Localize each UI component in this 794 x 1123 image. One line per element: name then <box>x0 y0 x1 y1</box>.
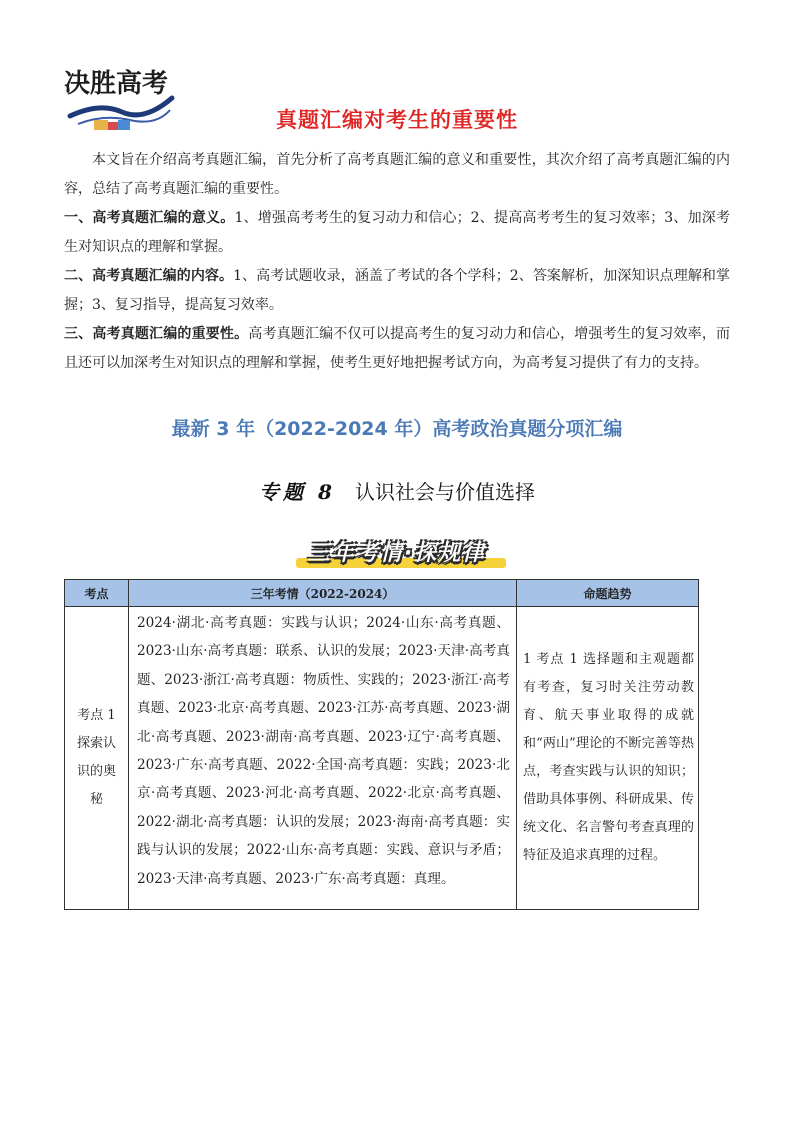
topic-name: 认识社会与价值选择 <box>354 480 535 504</box>
cell-history: 2024·湖北·高考真题：实践与认识；2024·山东·高考真题、2023·山东·高考真题：联系、认识的发展；2023·天津·高考真题、2023·浙江·高考真题：物质性、实践的；2023·浙江·高考真题、2023·北京·高考真题、2023·江苏·高考真题、2023·湖北·高考真题、2023·湖南·高考真题、2023·辽宁·高考真题、2023·广东·高考真题、2022·全国·高考真题：实践；2023·北京·高考真题、2023·河北·高考真题、2022·北京·高考真题、2022·湖北·高考真题：认识的发展；2023·海南·高考真题：实践与认识的发展；2022·山东·高考真题：实践、意识与矛盾；2023·天津·高考真题、2023·广东·高考真题：真理。 <box>129 607 517 910</box>
content-text: 1、高考试题收录，涵盖了考试的各个学科；2、答案解析，加深知识点理解和掌握；3、复习指导，提高复习效率。 <box>64 268 731 313</box>
header-history: 三年考情（2022-2024） <box>129 580 517 607</box>
content-label: 二、高考真题汇编的内容。 <box>64 268 234 284</box>
svg-text:决胜高考: 决胜高考 <box>64 69 169 99</box>
meaning-text: 1、增强高考考生的复习动力和信心；2、提高高考考生的复习效率；3、加深考生对知识点的理解和掌握。 <box>64 210 730 255</box>
intro-section <box>64 146 730 378</box>
meaning-label: 一、高考真题汇编的意义。 <box>64 210 235 226</box>
topic-title <box>0 476 794 505</box>
intro-paragraph: 本文旨在介绍高考真题汇编，首先分析了高考真题汇编的意义和重要性，其次介绍了高考真题汇编的内容，总结了高考真题汇编的重要性。 <box>64 152 730 197</box>
meaning-paragraph <box>64 204 730 262</box>
header-trend: 命题趋势 <box>517 580 699 607</box>
content-paragraph <box>64 262 730 320</box>
table-header-row <box>65 580 699 607</box>
section-banner: 三年考情·探规律 <box>307 541 487 566</box>
topic-label: 专题 8 <box>259 480 336 504</box>
importance-paragraph <box>64 320 730 378</box>
importance-label: 三、高考真题汇编的重要性。 <box>64 326 249 342</box>
cell-point: 考点 1 探索认识的奥秘 <box>65 607 129 910</box>
cell-trend: 1 考点 1 选择题和主观题都有考查，复习时关注劳动教育、航天事业取得的成就和“两山”理论的不断完善等热点，考查实践与认识的知识；借助具体事例、科研成果、传统文化、名言警句考查真理的特征及追求真理的过程。 <box>517 607 699 910</box>
importance-text: 高考真题汇编不仅可以提高考生的复习动力和信心，增强考生的复习效率，而且还可以加深考生对知识点的理解和掌握，使考生更好地把握考试方向，为高考复习提供了有力的支持。 <box>64 326 731 371</box>
table-row <box>65 607 699 910</box>
header-point: 考点 <box>65 580 129 607</box>
exam-table <box>64 579 699 910</box>
main-title: 真题汇编对考生的重要性 <box>276 108 518 132</box>
collection-subtitle: 最新 3 年（2022-2024 年）高考政治真题分项汇编 <box>171 418 623 440</box>
